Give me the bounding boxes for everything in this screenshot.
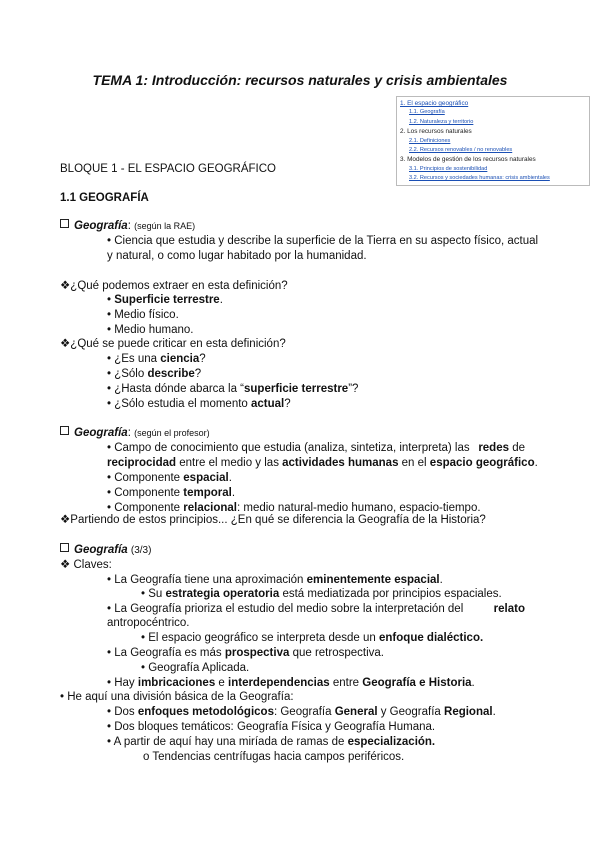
list-item: • He aquí una división básica de la Geografía: xyxy=(60,691,294,703)
toc-entry[interactable]: 1. El espacio geográfico xyxy=(400,100,469,107)
list-item: antropocéntrico. xyxy=(107,617,190,629)
list-item: • ¿Hasta dónde abarca la “superficie terrestre”? xyxy=(107,383,359,395)
list-item: • La Geografía tiene una aproximación eminentemente espacial. xyxy=(107,574,443,586)
list-item: • ¿Sólo estudia el momento actual? xyxy=(107,398,291,410)
table-of-contents xyxy=(396,96,590,186)
extract-question: ❖¿Qué podemos extraer en esta definición? xyxy=(60,280,288,292)
geografia-profesor-section: Geografía: (según el profesor) xyxy=(60,426,210,441)
source-note: (3/3) xyxy=(130,545,152,556)
toc-entry[interactable]: 3. Modelos de gestión de los recursos naturales xyxy=(400,156,536,164)
list-item: o Tendencias centrífugas hacia campos periféricos. xyxy=(143,751,405,763)
checkbox-bullet-icon xyxy=(60,543,69,552)
rae-definition xyxy=(107,234,538,249)
claves-label: ❖ Claves: xyxy=(60,559,112,571)
list-item: • Geografía Aplicada. xyxy=(141,662,250,674)
list-item: • Componente relacional: medio natural-medio humano, espacio-tiempo. xyxy=(107,502,481,514)
list-item: • Componente temporal. xyxy=(107,487,236,499)
claves-k3a xyxy=(141,661,249,676)
claves-k2 xyxy=(107,602,525,617)
rae-definition-cont xyxy=(107,249,367,264)
toc-entry[interactable]: 1.1. Geografía xyxy=(409,109,445,116)
toc-entry[interactable]: 2. Los recursos naturales xyxy=(400,128,472,136)
definition-line: y natural, o como lugar habitado por la humanidad. xyxy=(107,250,367,262)
toc-entry[interactable]: 3.1. Principios de sostenibilidad xyxy=(409,165,488,172)
extract-question-block xyxy=(60,279,288,294)
definition-line: • Campo de conocimiento que estudia (analiza, sintetiza, interpreta) las redes de xyxy=(107,442,525,454)
definition-line: • Ciencia que estudia y describe la superficie de la Tierra en su aspecto físico, actual xyxy=(107,235,539,247)
list-item: • Su estrategia operatoria está mediatizada por principios espaciales. xyxy=(141,588,502,600)
list-item: • Medio humano. xyxy=(107,324,194,336)
geografia-label: Geografía xyxy=(74,220,128,232)
history-question: ❖Partiendo de estos principios... ¿En qué se diferencia la Geografía de la Historia? xyxy=(60,514,486,526)
toc-entry[interactable]: 1.2. Naturaleza y territorio xyxy=(409,118,474,125)
list-item: • Componente espacial. xyxy=(107,472,232,484)
list-item: • Dos enfoques metodológicos: Geografía General y Geografía Regional. xyxy=(107,706,496,718)
list-item: • Medio físico. xyxy=(107,309,179,321)
list-item: • La Geografía es más prospectiva que retrospectiva. xyxy=(107,647,384,659)
geografia-label: Geografía xyxy=(74,544,128,556)
division-intro xyxy=(60,690,294,705)
document-title: TEMA 1: Introducción: recursos naturales y crisis ambientales xyxy=(92,72,508,88)
claves-k1a xyxy=(141,587,502,602)
definition-line: reciprocidad entre el medio y las actividades humanas en el espacio geográfico. xyxy=(107,457,538,469)
extract-list xyxy=(107,293,223,338)
critique-question-block xyxy=(60,337,286,352)
critique-list xyxy=(107,352,358,412)
list-item: • Dos bloques temáticos: Geografía Física y Geografía Humana. xyxy=(107,721,436,733)
source-note: (según el profesor) xyxy=(134,428,210,438)
toc-entry[interactable]: 2.1. Definiciones xyxy=(409,137,451,144)
geografia-label: Geografía xyxy=(74,427,128,439)
toc-entry[interactable]: 2.2. Recursos renovables / no renovables xyxy=(409,147,513,154)
claves-k3 xyxy=(107,646,384,661)
critique-question: ❖¿Qué se puede criticar en esta definición? xyxy=(60,338,286,350)
claves-k1 xyxy=(107,573,443,588)
source-note: (según la RAE) xyxy=(134,221,196,231)
division-list xyxy=(107,705,496,750)
claves-k2-cont xyxy=(107,616,189,631)
division-sublist xyxy=(143,750,404,765)
history-question-block xyxy=(60,513,486,528)
list-item: • Hay imbricaciones e interdependencias entre Geografía e Historia. xyxy=(107,677,475,689)
section-heading: 1.1 GEOGRAFÍA xyxy=(60,192,149,204)
list-item: • A partir de aquí hay una miríada de ramas de especialización. xyxy=(107,736,436,748)
list-item: • La Geografía prioriza el estudio del medio sobre la interpretación del relato xyxy=(107,603,525,615)
profesor-definition-cont xyxy=(107,456,538,471)
toc-entry[interactable]: 3.2. Recursos y sociedades humanas: crisis ambientales xyxy=(409,175,550,182)
claves-k2a xyxy=(141,631,483,646)
checkbox-bullet-icon xyxy=(60,426,69,435)
geografia-3-section xyxy=(60,543,151,573)
list-item: • Superficie terrestre. xyxy=(107,294,223,306)
block-heading: BLOQUE 1 - EL ESPACIO GEOGRÁFICO xyxy=(60,163,276,175)
geografia-rae-section: Geografía: (según la RAE) xyxy=(60,219,195,234)
list-item: • El espacio geográfico se interpreta desde un enfoque dialéctico. xyxy=(141,632,484,644)
profesor-definition xyxy=(107,441,525,456)
claves-k4 xyxy=(107,676,475,691)
list-item: • ¿Es una ciencia? xyxy=(107,353,206,365)
components-list xyxy=(107,471,481,516)
checkbox-bullet-icon xyxy=(60,219,69,228)
list-item: • ¿Sólo describe? xyxy=(107,368,202,380)
